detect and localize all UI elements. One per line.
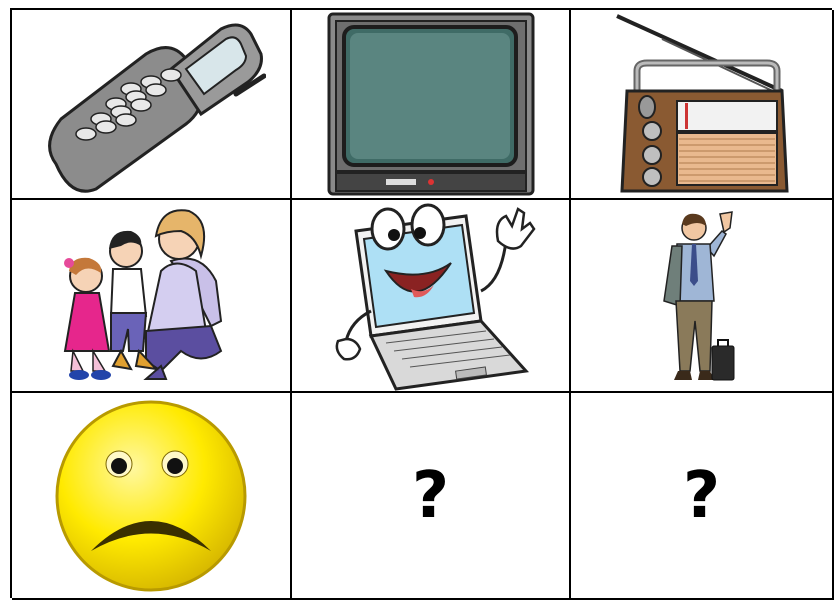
- cell-radio: [571, 10, 834, 200]
- question-mark: ?: [682, 458, 721, 533]
- cell-sad-face: [12, 393, 292, 600]
- cell-businessman: [571, 200, 834, 393]
- sad-face-icon: [51, 396, 251, 596]
- radio-icon: [607, 11, 797, 197]
- cell-question-2: [571, 393, 834, 600]
- businessman-icon: [652, 206, 752, 386]
- cell-crt-television: [292, 10, 571, 200]
- picture-grid: [10, 8, 832, 598]
- flip-phone-icon: [36, 14, 266, 194]
- television-icon: [326, 11, 536, 197]
- cell-flip-phone: [12, 10, 292, 200]
- question-mark: ?: [411, 458, 450, 533]
- cell-question-1: [292, 393, 571, 600]
- cell-mother-with-children: [12, 200, 292, 393]
- cell-smiling-laptop: [292, 200, 571, 393]
- laptop-mascot-icon: [316, 201, 546, 391]
- mother-children-icon: [51, 201, 251, 391]
